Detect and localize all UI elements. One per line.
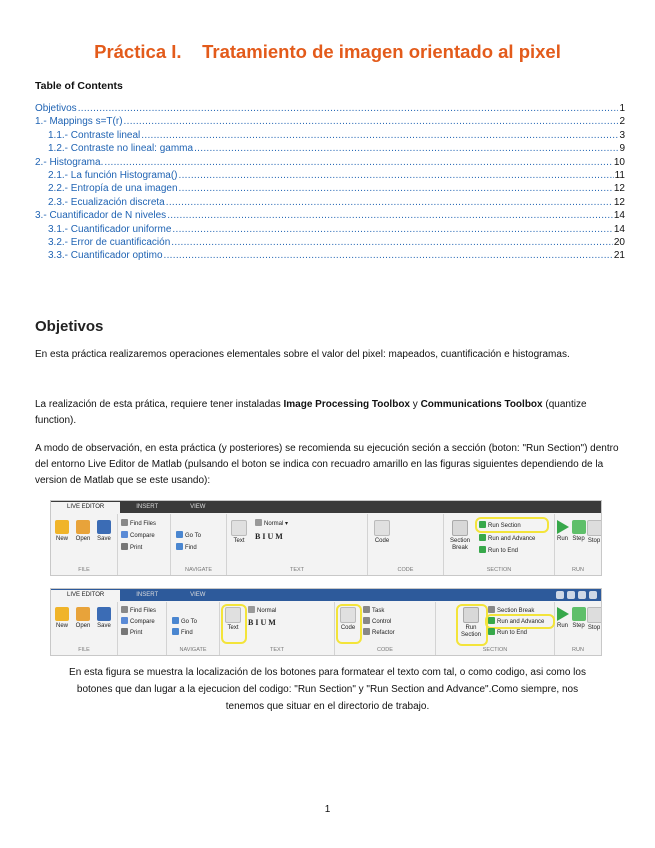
toc-entry-title[interactable]: 3.1.- Cuantificador uniforme xyxy=(48,223,172,235)
toc-entry-page: 14 xyxy=(613,223,625,235)
run-advance-highlight xyxy=(485,614,555,629)
task-button[interactable] xyxy=(363,606,384,614)
new-button[interactable] xyxy=(53,607,71,630)
group-navigate xyxy=(167,602,220,655)
page-number: 1 xyxy=(324,804,331,815)
go-to-label: Go To xyxy=(181,619,197,625)
group-code xyxy=(335,602,436,655)
toc-leader-dots xyxy=(78,103,619,114)
group-run xyxy=(555,514,601,575)
toc-entry[interactable] xyxy=(35,157,625,170)
run-section-label: Run Section xyxy=(488,523,521,529)
section-break-icon xyxy=(452,520,468,536)
toc-entry-page: 10 xyxy=(613,156,625,168)
req-toolbox-1: Image Processing Toolbox xyxy=(283,399,410,410)
compare-icon xyxy=(121,531,128,538)
format-buttons[interactable]: B I U M xyxy=(255,532,283,541)
save-label: Save xyxy=(97,623,111,629)
run-end-icon xyxy=(479,546,486,553)
toc-entry-title[interactable]: 1.2.- Contraste no lineal: gamma xyxy=(48,143,194,155)
ribbon-tabbar xyxy=(51,589,601,601)
group-text xyxy=(220,602,335,655)
find-label: Find xyxy=(185,545,197,551)
step-label: Step xyxy=(572,623,585,629)
folder-icon xyxy=(76,607,90,621)
stop-icon xyxy=(587,607,602,623)
new-icon xyxy=(55,607,69,621)
control-icon[interactable] xyxy=(578,591,586,599)
control-icon[interactable] xyxy=(567,591,575,599)
group-file-extra xyxy=(118,602,167,655)
stop-button[interactable] xyxy=(587,520,601,545)
toc-entry[interactable] xyxy=(35,103,625,116)
task-icon xyxy=(363,606,370,613)
format-buttons[interactable]: B I U M xyxy=(248,618,276,627)
group-label-file: FILE xyxy=(78,567,90,573)
find-files-icon xyxy=(121,606,128,613)
toc-entry[interactable] xyxy=(35,250,625,263)
toc-entry[interactable] xyxy=(35,170,625,183)
text-button[interactable] xyxy=(229,520,249,545)
control-icon xyxy=(363,617,370,624)
req-toolbox-2: Communications Toolbox xyxy=(420,399,543,410)
toc-leader-dots xyxy=(179,183,613,194)
stop-label: Stop xyxy=(587,538,601,544)
style-dropdown[interactable]: Normal ▾ xyxy=(255,519,288,527)
toc-leader-dots xyxy=(179,170,614,181)
step-icon xyxy=(572,520,586,534)
compare-label: Compare xyxy=(130,619,155,625)
toc-leader-dots xyxy=(167,210,613,221)
toc-leader-dots xyxy=(141,130,618,141)
ribbon-screenshot-1 xyxy=(50,500,602,576)
open-button[interactable] xyxy=(74,520,92,543)
refactor-button[interactable] xyxy=(363,628,395,636)
req-text-post: (quantize function). xyxy=(35,399,587,426)
toc-entry-title[interactable]: 3.- Cuantificador de N niveles xyxy=(35,210,167,222)
table-of-contents xyxy=(35,103,625,264)
section-break-button[interactable] xyxy=(488,606,534,614)
control-icon[interactable] xyxy=(556,591,564,599)
section-heading: Objetivos xyxy=(35,318,104,335)
style-icon xyxy=(255,519,262,526)
find-files-button[interactable] xyxy=(121,519,156,527)
group-label-section: SECTION xyxy=(482,647,508,653)
style-dropdown[interactable] xyxy=(248,606,276,614)
toc-leader-dots xyxy=(166,197,613,208)
run-advance-label: Run and Advance xyxy=(488,536,536,542)
run-section-highlight xyxy=(456,604,488,646)
group-label-navigate: NAVIGATE xyxy=(185,567,212,573)
toc-entry-page: 21 xyxy=(613,250,625,262)
tab-live-editor[interactable]: LIVE EDITOR xyxy=(51,590,120,601)
find-files-button[interactable] xyxy=(121,606,156,614)
run-end-button[interactable] xyxy=(488,628,527,636)
go-to-icon xyxy=(172,617,179,624)
style-icon xyxy=(248,606,255,613)
toc-entry-page: 20 xyxy=(613,236,625,248)
toc-entry-title[interactable]: 2.3.- Ecualización discreta xyxy=(48,196,165,208)
code-icon xyxy=(374,520,390,536)
toc-entry-title[interactable]: 2.- Histograma. xyxy=(35,156,104,168)
print-button[interactable] xyxy=(121,543,142,551)
toc-heading: Table of Contents xyxy=(35,80,123,92)
run-advance-label: Run and Advance xyxy=(497,619,545,625)
toc-entry[interactable] xyxy=(35,237,625,250)
toc-entry-title[interactable]: 1.- Mappings s=T(r) xyxy=(35,116,123,128)
group-code xyxy=(368,514,444,575)
print-button[interactable] xyxy=(121,628,142,636)
style-label: Normal xyxy=(257,608,277,614)
control-label: Control xyxy=(372,619,392,625)
print-label: Print xyxy=(130,630,143,636)
run-advance-icon xyxy=(479,534,486,541)
paragraph-objectives: En esta práctica realizaremos operaciones elementales sobre el valor del pixel: mapeados, cuantificación e histogramas. xyxy=(35,349,570,360)
group-section xyxy=(436,602,555,655)
toc-entry[interactable] xyxy=(35,183,625,196)
save-label: Save xyxy=(97,536,111,542)
print-icon xyxy=(121,543,128,550)
text-label: Text xyxy=(233,538,245,544)
document-title: Práctica I. Tratamiento de imagen orientado al pixel xyxy=(94,41,561,62)
toc-entry-title[interactable]: 1.1.- Contraste lineal xyxy=(48,129,141,141)
step-label: Step xyxy=(572,536,585,542)
folder-icon xyxy=(76,520,90,534)
toc-entry-page: 12 xyxy=(613,196,625,208)
toc-leader-dots xyxy=(104,157,613,168)
group-file xyxy=(51,514,118,575)
run-end-label: Run to End xyxy=(488,548,519,554)
group-file xyxy=(51,602,118,655)
print-label: Print xyxy=(130,545,143,551)
toc-entry-page: 1 xyxy=(619,103,625,114)
compare-button[interactable] xyxy=(121,531,155,539)
save-button[interactable] xyxy=(95,520,113,543)
new-label: New xyxy=(55,623,68,629)
control-button[interactable] xyxy=(363,617,391,625)
ribbon-screenshot-2 xyxy=(50,588,602,656)
toc-entry-page: 3 xyxy=(619,129,625,141)
run-advance-button[interactable] xyxy=(479,534,535,542)
group-label-code: CODE xyxy=(377,647,393,653)
run-icon xyxy=(557,607,569,621)
code-highlight xyxy=(336,604,362,644)
style-label: Normal xyxy=(264,521,284,527)
toc-entry-title[interactable]: 2.1.- La función Histograma() xyxy=(48,169,178,181)
group-label-file: FILE xyxy=(78,647,90,653)
toc-entry-page: 11 xyxy=(614,169,625,181)
find-files-icon xyxy=(121,519,128,526)
run-end-icon xyxy=(488,628,495,635)
section-break-label: Section Break xyxy=(449,538,470,551)
text-icon xyxy=(231,520,247,536)
toc-entry[interactable] xyxy=(35,143,625,156)
refactor-icon xyxy=(363,628,370,635)
find-files-label: Find Files xyxy=(130,608,157,614)
toc-leader-dots xyxy=(164,250,613,261)
open-label: Open xyxy=(75,623,91,629)
go-to-button[interactable] xyxy=(176,531,201,539)
tab-insert[interactable]: INSERT xyxy=(136,592,159,598)
compare-label: Compare xyxy=(130,533,155,539)
new-icon xyxy=(55,520,69,534)
toc-leader-dots xyxy=(124,116,619,127)
group-run xyxy=(555,602,601,655)
toc-entry-page: 2 xyxy=(619,116,625,128)
run-icon xyxy=(557,520,569,534)
search-icon xyxy=(172,628,179,635)
help-icon[interactable] xyxy=(589,591,597,599)
section-break-button[interactable] xyxy=(447,520,473,552)
toc-entry[interactable] xyxy=(35,116,625,129)
toc-entry-title[interactable]: Objetivos xyxy=(35,103,77,114)
code-button[interactable] xyxy=(372,520,392,545)
toc-entry[interactable] xyxy=(35,210,625,223)
section-break-icon xyxy=(488,606,495,613)
paragraph-requirements xyxy=(35,397,620,429)
compare-icon xyxy=(121,617,128,624)
req-text-mid: y xyxy=(410,399,421,410)
run-section-highlight xyxy=(475,517,549,533)
task-label: Task xyxy=(372,608,385,614)
run-label: Run xyxy=(556,536,568,542)
text-highlight xyxy=(221,604,247,644)
new-button[interactable] xyxy=(53,520,71,543)
new-label: New xyxy=(55,536,68,542)
stop-icon xyxy=(587,520,602,536)
run-button[interactable] xyxy=(555,607,570,630)
group-label-navigate: NAVIGATE xyxy=(179,647,207,653)
window-controls xyxy=(556,591,597,599)
group-navigate xyxy=(171,514,227,575)
group-section xyxy=(444,514,555,575)
group-file-extra xyxy=(118,514,171,575)
req-text-pre: La realización de esta prática, requiere tener instaladas xyxy=(35,399,284,410)
code-label: Code xyxy=(340,625,356,631)
step-button[interactable] xyxy=(571,607,586,630)
step-icon xyxy=(572,607,586,621)
stop-button[interactable] xyxy=(587,607,601,632)
section-break-label: Section Break xyxy=(497,608,535,614)
toc-entry-page: 9 xyxy=(619,143,625,155)
toc-leader-dots xyxy=(172,224,612,235)
find-label: Find xyxy=(181,630,193,636)
code-label: Code xyxy=(374,538,390,544)
open-label: Open xyxy=(75,536,91,542)
figure-caption: En esta figura se muestra la localización de los botones para formatear el texto com tal, o como codigo, asi como los botones que dan lugar a la ejecucion del codigo: "Run Section" y "Run Section and Advance".Como siempre, nos tenemos que situar en el directorio de trabajo. xyxy=(69,667,586,712)
toc-leader-dots xyxy=(194,143,618,154)
group-label-run: RUN xyxy=(572,647,584,653)
refactor-label: Refactor xyxy=(372,630,395,636)
toc-leader-dots xyxy=(171,237,613,248)
run-section-label: Run Section xyxy=(460,625,481,638)
text-label: Text xyxy=(227,625,239,631)
group-label-text: TEXT xyxy=(269,647,285,653)
tab-view[interactable]: VIEW xyxy=(190,504,206,510)
paragraph-observation: A modo de observación, en esta práctica (y posteriores) se recomienda su ejecución seción a sección (boton: "Run Section") dentro del entorno Live Editor de Matlab (pulsando el boton se indica con recuadro amarillo en las figuras siguientes dependiendo de la version de Matlab que se este usando): xyxy=(35,443,619,486)
run-label: Run xyxy=(556,623,568,629)
go-to-button[interactable] xyxy=(172,617,197,625)
stop-label: Stop xyxy=(587,625,601,631)
toc-entry[interactable] xyxy=(35,130,625,143)
group-label-text: TEXT xyxy=(289,567,305,573)
run-end-button[interactable] xyxy=(479,546,518,554)
step-button[interactable] xyxy=(571,520,586,543)
group-text xyxy=(227,514,368,575)
find-files-label: Find Files xyxy=(130,521,157,527)
toc-entry-page: 12 xyxy=(613,183,625,195)
find-button[interactable] xyxy=(172,628,193,636)
tab-view[interactable]: VIEW xyxy=(190,592,206,598)
toc-entry-page: 14 xyxy=(613,210,625,222)
tab-live-editor[interactable]: LIVE EDITOR xyxy=(51,502,120,513)
toc-entry[interactable] xyxy=(35,197,625,210)
find-button[interactable] xyxy=(176,543,197,551)
go-to-icon xyxy=(176,531,183,538)
toc-entry-title[interactable]: 3.3.- Cuantificador optimo xyxy=(48,250,163,262)
compare-button[interactable] xyxy=(121,617,155,625)
toc-entry[interactable] xyxy=(35,224,625,237)
ribbon-tabbar xyxy=(51,501,601,513)
go-to-label: Go To xyxy=(185,533,201,539)
save-icon xyxy=(97,520,111,534)
group-label-run: RUN xyxy=(572,567,584,573)
group-label-section: SECTION xyxy=(486,567,512,573)
open-button[interactable] xyxy=(74,607,92,630)
group-label-code: CODE xyxy=(397,567,414,573)
save-button[interactable] xyxy=(95,607,113,630)
run-end-label: Run to End xyxy=(497,630,528,636)
tab-insert[interactable]: INSERT xyxy=(136,504,159,510)
search-icon xyxy=(176,543,183,550)
print-icon xyxy=(121,628,128,635)
run-button[interactable] xyxy=(555,520,570,543)
save-icon xyxy=(97,607,111,621)
toc-entry-title[interactable]: 3.2.- Error de cuantificación xyxy=(48,236,171,248)
toc-entry-title[interactable]: 2.2.- Entropía de una imagen xyxy=(48,183,178,195)
